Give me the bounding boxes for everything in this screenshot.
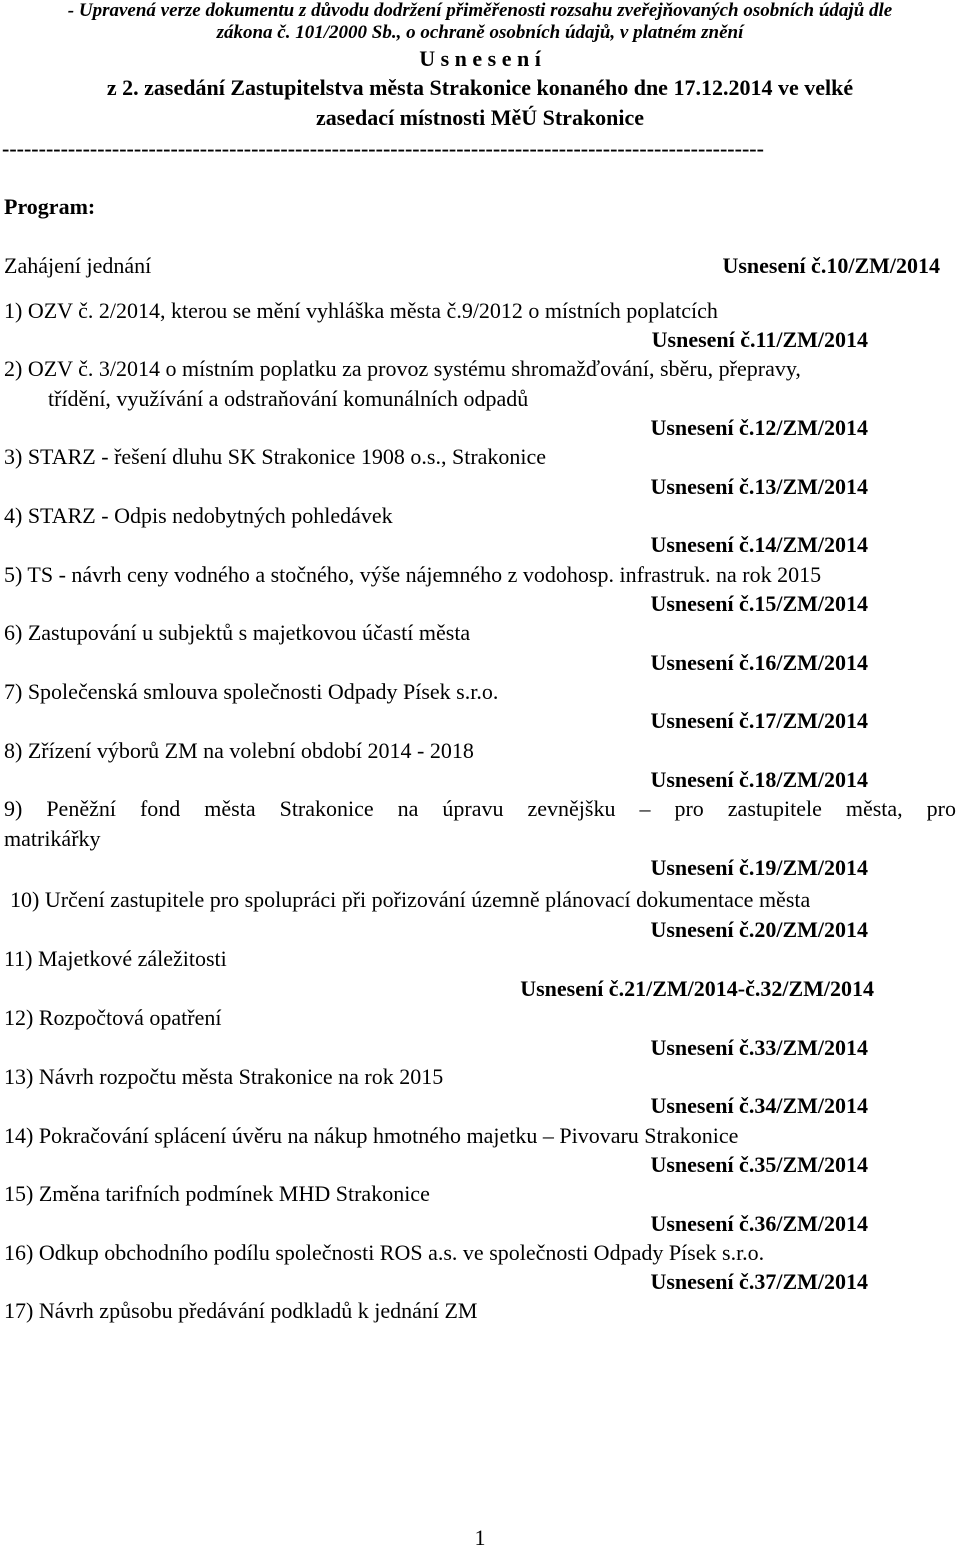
program-item-text: 14) Pokračování splácení úvěru na nákup hmotného majetku – Pivovaru Strakonice <box>4 1123 739 1148</box>
program-item-resolution: Usnesení č.21/ZM/2014-č.32/ZM/2014 <box>520 976 874 1001</box>
program-item-text: 2) OZV č. 3/2014 o místním poplatku za provoz systému shromažďování, sběru, přepravy, <box>4 356 801 381</box>
program-item-resolution: Usnesení č.11/ZM/2014 <box>651 327 868 352</box>
program-item-resolution: Usnesení č.37/ZM/2014 <box>650 1269 868 1294</box>
program-item-resolution: Usnesení č.16/ZM/2014 <box>650 650 868 675</box>
program-item-resolution: Usnesení č.13/ZM/2014 <box>650 474 868 499</box>
program-item-resolution: Usnesení č.18/ZM/2014 <box>650 767 868 792</box>
program-item-resolution: Usnesení č.12/ZM/2014 <box>650 415 868 440</box>
program-item-resolution: Usnesení č.15/ZM/2014 <box>650 591 868 616</box>
program-item-resolution: Usnesení č.35/ZM/2014 <box>650 1152 868 1177</box>
opening-resolution: Usnesení č.10/ZM/2014 <box>722 253 940 278</box>
page-number: 1 <box>474 1525 486 1550</box>
redaction-note-line1: - Upravená verze dokumentu z důvodu dodržení přiměřenosti rozsahu zveřejňovaných osobních údajů dle <box>67 0 893 21</box>
program-item-text: 15) Změna tarifních podmínek MHD Strakonice <box>4 1181 430 1206</box>
program-item-resolution: Usnesení č.33/ZM/2014 <box>650 1035 868 1060</box>
program-item-text: 5) TS - návrh ceny vodného a stočného, výše nájemného z vodohosp. infrastruk. na rok 2015 <box>4 562 822 587</box>
program-item-resolution: Usnesení č.19/ZM/2014 <box>650 855 868 880</box>
program-item-text: 1) OZV č. 2/2014, kterou se mění vyhláška města č.9/2012 o místních poplatcích <box>4 298 718 323</box>
program-item-text: 3) STARZ - řešení dluhu SK Strakonice 1908 o.s., Strakonice <box>4 444 547 469</box>
program-item-resolution: Usnesení č.20/ZM/2014 <box>650 917 868 942</box>
program-item-text: 16) Odkup obchodního podílu společnosti ROS a.s. ve společnosti Odpady Písek s.r.o. <box>4 1240 765 1265</box>
separator-line: -------------------------------------------------------------------------------------------------------- <box>2 136 764 161</box>
opening-item: Zahájení jednání <box>4 253 152 278</box>
program-item-text: matrikářky <box>4 826 101 851</box>
document-title-line2: zasedací místnosti MěÚ Strakonice <box>315 105 645 130</box>
program-item-resolution: Usnesení č.34/ZM/2014 <box>650 1093 868 1118</box>
program-item-text: 8) Zřízení výborů ZM na volební období 2014 - 2018 <box>4 738 474 763</box>
program-item-text: 10) Určení zastupitele pro spolupráci při pořizování územně plánovací dokumentace města <box>10 887 811 912</box>
program-item-text: 12) Rozpočtová opatření <box>4 1005 222 1030</box>
program-item-text: 13) Návrh rozpočtu města Strakonice na rok 2015 <box>4 1064 444 1089</box>
doc-type: U s n e s e n í <box>419 46 541 71</box>
program-item-text: 4) STARZ - Odpis nedobytných pohledávek <box>4 503 393 528</box>
program-item-resolution: Usnesení č.14/ZM/2014 <box>650 532 868 557</box>
program-item-resolution: Usnesení č.36/ZM/2014 <box>650 1211 868 1236</box>
program-item-text: 17) Návrh způsobu předávání podkladů k jednání ZM <box>4 1298 478 1323</box>
program-item-text: 11) Majetkové záležitosti <box>4 946 227 971</box>
redaction-note-line2: zákona č. 101/2000 Sb., o ochraně osobních údajů, v platném znění <box>216 22 744 43</box>
document-title-line1: z 2. zasedání Zastupitelstva města Strakonice konaného dne 17.12.2014 ve velké <box>106 75 854 100</box>
program-item-resolution: Usnesení č.17/ZM/2014 <box>650 708 868 733</box>
program-label: Program: <box>4 194 96 219</box>
program-item-text: 7) Společenská smlouva společnosti Odpady Písek s.r.o. <box>4 679 499 704</box>
program-item-text: 9) Peněžní fond města Strakonice na úpravu zevnějšku – pro zastupitele města, pro <box>4 796 956 821</box>
program-item-text: 6) Zastupování u subjektů s majetkovou účastí města <box>4 620 471 645</box>
program-item-text: třídění, využívání a odstraňování komunálních odpadů <box>48 386 529 411</box>
